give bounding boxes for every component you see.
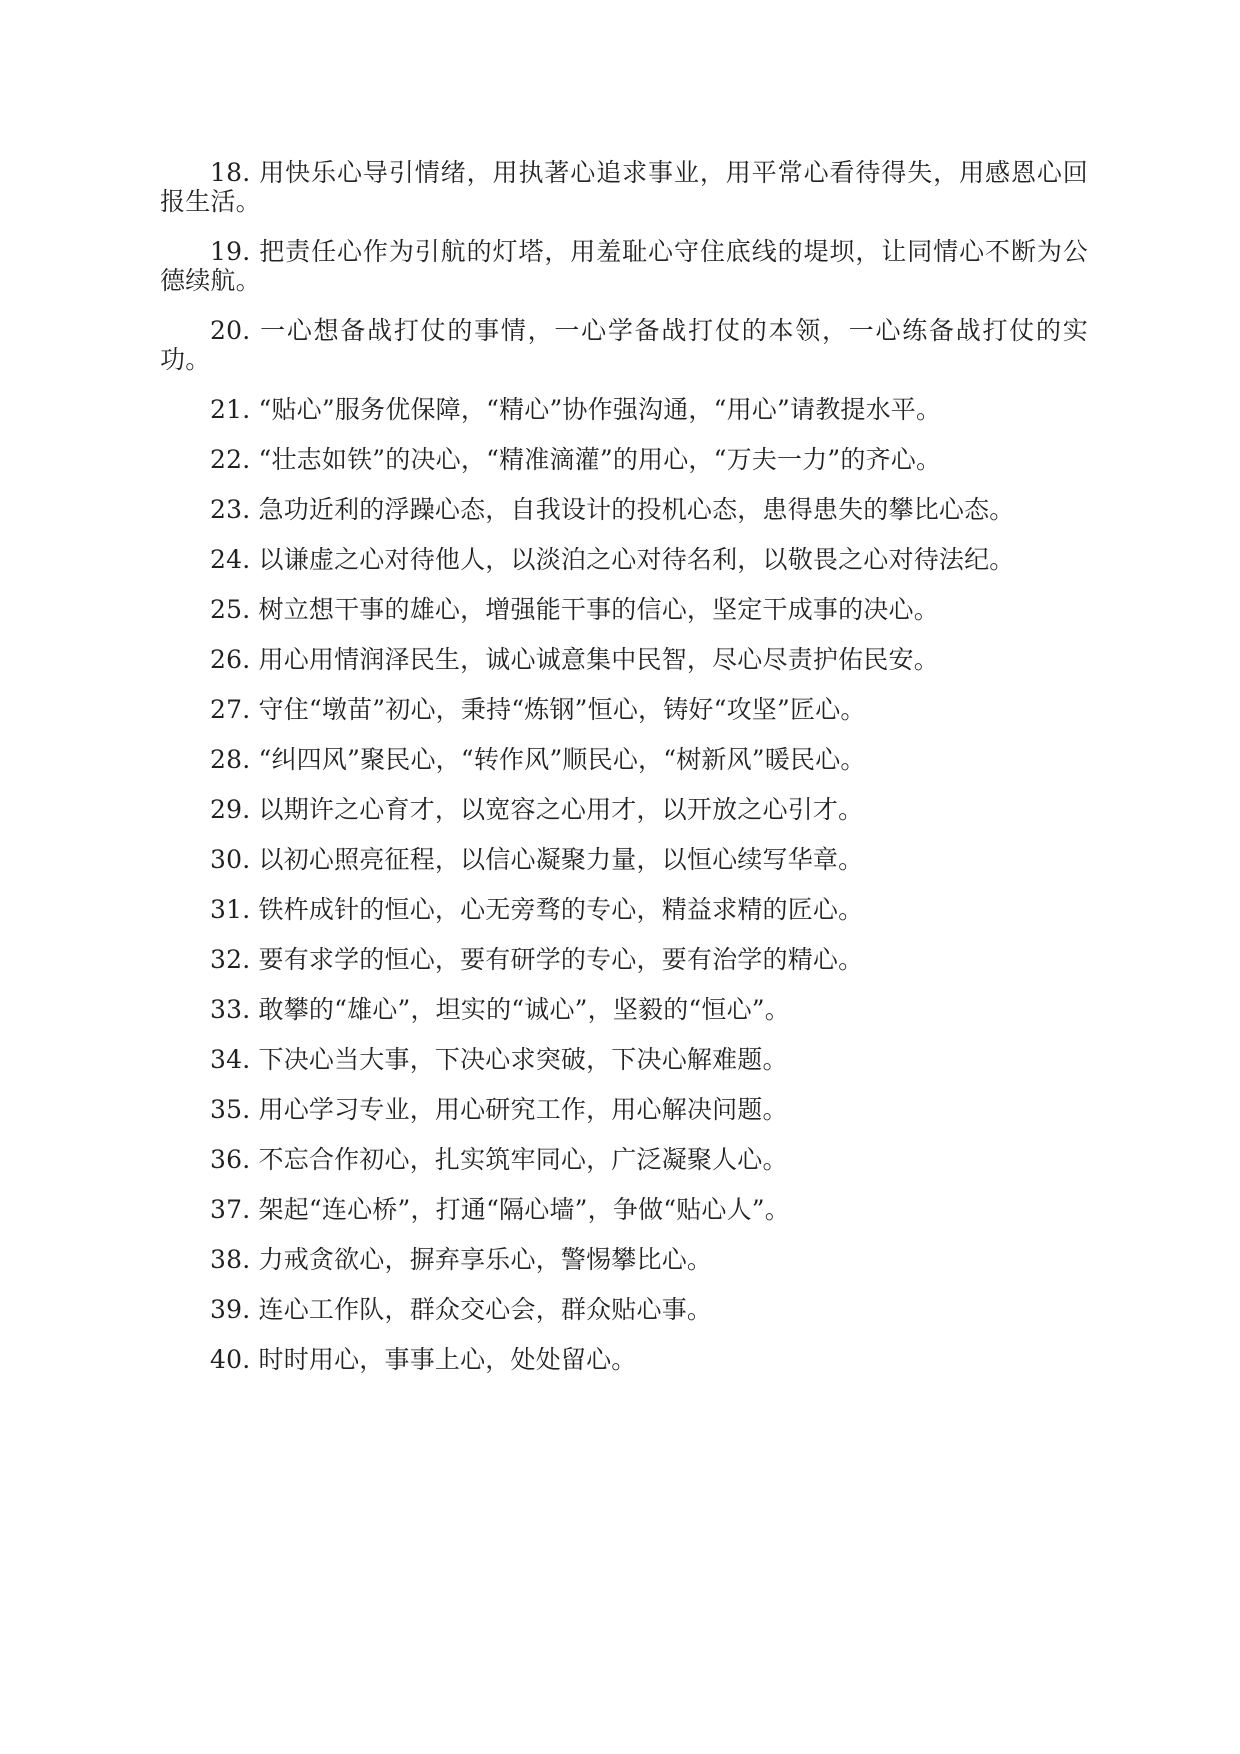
paragraph-35: 35. 用心学习专业，用心研究工作，用心解决问题。 xyxy=(210,1095,788,1124)
paragraph-18: 18. 用快乐心导引情绪，用执著心追求事业，用平常心看待得失，用感恩心回报生活。 xyxy=(160,158,1088,216)
paragraph-19: 19. 把责任心作为引航的灯塔，用羞耻心守住底线的堤坝，让同情心不断为公德续航。 xyxy=(160,237,1088,295)
paragraph-21: 21. “贴心”服务优保障，“精心”协作强沟通，“用心”请教提水平。 xyxy=(210,395,942,424)
paragraph-26: 26. 用心用情润泽民生，诚心诚意集中民智，尽心尽责护佑民安。 xyxy=(210,645,939,674)
paragraph-25: 25. 树立想干事的雄心，增强能干事的信心，坚定干成事的决心。 xyxy=(210,595,939,624)
paragraph-37: 37. 架起“连心桥”，打通“隔心墙”，争做“贴心人”。 xyxy=(210,1195,790,1224)
paragraph-28: 28. “纠四风”聚民心，“转作风”顺民心，“树新风”暖民心。 xyxy=(210,745,866,774)
paragraph-39: 39. 连心工作队，群众交心会，群众贴心事。 xyxy=(210,1295,713,1324)
paragraph-23: 23. 急功近利的浮躁心态，自我设计的投机心态，患得患失的攀比心态。 xyxy=(210,495,1015,524)
paragraph-31: 31. 铁杵成针的恒心，心无旁骛的专心，精益求精的匠心。 xyxy=(210,895,864,924)
paragraph-29: 29. 以期许之心育才，以宽容之心用才，以开放之心引才。 xyxy=(210,795,864,824)
document-body xyxy=(160,158,1088,1395)
paragraph-36: 36. 不忘合作初心，扎实筑牢同心，广泛凝聚人心。 xyxy=(210,1145,788,1174)
paragraph-40: 40. 时时用心，事事上心，处处留心。 xyxy=(210,1345,637,1374)
paragraph-33: 33. 敢攀的“雄心”，坦实的“诚心”，坚毅的“恒心”。 xyxy=(210,995,790,1024)
paragraph-34: 34. 下决心当大事，下决心求突破，下决心解难题。 xyxy=(210,1045,788,1074)
paragraph-30: 30. 以初心照亮征程，以信心凝聚力量，以恒心续写华章。 xyxy=(210,845,864,874)
paragraph-20: 20. 一心想备战打仗的事情，一心学备战打仗的本领，一心练备战打仗的实功。 xyxy=(160,316,1088,374)
paragraph-32: 32. 要有求学的恒心，要有研学的专心，要有治学的精心。 xyxy=(210,945,864,974)
paragraph-38: 38. 力戒贪欲心，摒弃享乐心，警惕攀比心。 xyxy=(210,1245,713,1274)
paragraph-22: 22. “壮志如铁”的决心，“精准滴灌”的用心，“万夫一力”的齐心。 xyxy=(210,445,942,474)
paragraph-27: 27. 守住“墩苗”初心，秉持“炼钢”恒心，铸好“攻坚”匠心。 xyxy=(210,695,866,724)
paragraph-24: 24. 以谦虚之心对待他人，以淡泊之心对待名利，以敬畏之心对待法纪。 xyxy=(210,545,1015,574)
